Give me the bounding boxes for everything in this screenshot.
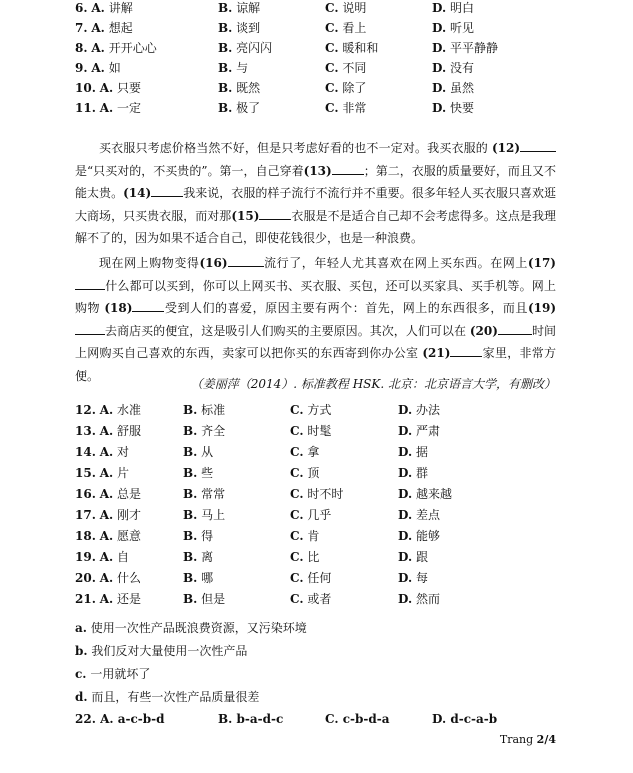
- option-d: 没有: [449, 61, 474, 75]
- option-c: 几乎: [307, 508, 332, 522]
- option-letter: C.: [325, 81, 339, 95]
- option-letter: A.: [91, 21, 105, 35]
- blank-12: (12): [491, 141, 520, 155]
- option-letter: C.: [290, 403, 304, 417]
- option-d: 能够: [415, 529, 440, 543]
- option-letter: C.: [290, 550, 304, 564]
- option-b: 哪: [201, 571, 214, 585]
- question-row-16: [0, 483, 633, 505]
- option-d: 严肃: [415, 424, 440, 438]
- option-c: 非常: [342, 101, 367, 115]
- option-b: 与: [236, 61, 249, 75]
- option-letter: A.: [99, 466, 114, 480]
- question-row-7: [0, 17, 633, 39]
- blank-line: [332, 161, 364, 175]
- option-letter: C.: [325, 1, 339, 15]
- option-letter: D.: [398, 550, 413, 564]
- question-row-22: [0, 708, 633, 730]
- option-letter: D.: [432, 61, 447, 75]
- option-a: 讲解: [108, 1, 133, 15]
- option-c: 肯: [307, 529, 320, 543]
- option-c: 除了: [342, 81, 367, 95]
- question-row-9: [0, 57, 633, 79]
- option-d: 群: [415, 466, 428, 480]
- question-row-17: [0, 504, 633, 526]
- question-number: 14.: [75, 445, 96, 459]
- option-letter: C.: [325, 101, 339, 115]
- page-number: 2/4: [536, 733, 556, 746]
- question-row-12: [0, 399, 633, 421]
- question-number: 13.: [75, 424, 96, 438]
- option-letter: B.: [218, 21, 233, 35]
- option-letter: D.: [432, 21, 447, 35]
- question-row-8: [0, 37, 633, 59]
- option-a: 什么: [117, 571, 142, 585]
- option-a: 只要: [117, 81, 142, 95]
- question-row-19: [0, 546, 633, 568]
- option-a: 一定: [117, 101, 142, 115]
- blank-15: (15): [231, 208, 260, 223]
- question-number: 10.: [75, 81, 96, 95]
- option-letter: A.: [99, 81, 114, 95]
- option-letter: D.: [432, 1, 447, 15]
- option-a: 对: [117, 445, 130, 459]
- option-d: 听见: [449, 21, 474, 35]
- option-letter: C.: [325, 61, 339, 75]
- blank-20: (20): [469, 323, 498, 338]
- page-footer: Trang 2/4: [499, 733, 556, 746]
- blank-16: (16): [199, 256, 228, 270]
- option-letter: B.: [218, 61, 233, 75]
- option-b: 但是: [201, 592, 226, 606]
- option-letter: B.: [218, 81, 233, 95]
- option-letter: A.: [99, 550, 114, 564]
- question-number: 21.: [75, 592, 96, 606]
- question-row-21: [0, 588, 633, 610]
- option-a: 开开心心: [108, 41, 157, 55]
- option-c: 时髦: [307, 424, 332, 438]
- statement-b: b. 我们反对大量使用一次性产品: [75, 644, 248, 658]
- question-number: 20.: [75, 571, 96, 585]
- option-b: 极了: [236, 101, 261, 115]
- question-number: 9.: [75, 61, 88, 75]
- option-letter: D.: [398, 466, 413, 480]
- option-letter: A.: [91, 41, 105, 55]
- question-row-14: [0, 441, 633, 463]
- statement-d: d. 而且，有些一次性产品质量很差: [75, 690, 260, 704]
- option-letter: D.: [432, 81, 447, 95]
- option-a: 愿意: [117, 529, 142, 543]
- option-letter: D.: [398, 571, 413, 585]
- option-a: 水准: [117, 403, 142, 417]
- option-letter: A.: [91, 1, 105, 15]
- question-number: 6.: [75, 1, 88, 15]
- blank-21: (21): [422, 346, 451, 360]
- option-letter: A.: [91, 61, 105, 75]
- option-d: 虽然: [449, 81, 474, 95]
- option-letter: A.: [99, 487, 114, 501]
- blank-line: [75, 276, 105, 290]
- option-b: 既然: [236, 81, 261, 95]
- question-row-10: [0, 77, 633, 99]
- option-d: 越来越: [415, 487, 452, 501]
- blank-13: (13): [303, 163, 332, 178]
- blank-line: [450, 343, 482, 357]
- option-letter: B.: [183, 550, 198, 564]
- question-number: 11.: [75, 101, 96, 115]
- option-c: 任何: [307, 571, 332, 585]
- option-letter: B.: [183, 487, 198, 501]
- option-a: 想起: [108, 21, 133, 35]
- option-c: 拿: [307, 445, 320, 459]
- option-letter: B.: [218, 41, 233, 55]
- option-b: 离: [201, 550, 214, 564]
- option-letter: D.: [398, 529, 413, 543]
- option-letter: D.: [398, 592, 413, 606]
- question-row-20: [0, 567, 633, 589]
- option-letter: A.: [99, 529, 114, 543]
- option-d: 差点: [415, 508, 440, 522]
- question-row-18: [0, 525, 633, 547]
- option-letter: D.: [398, 403, 413, 417]
- option-letter: B.: [183, 466, 198, 480]
- option-d: 明白: [449, 1, 474, 15]
- option-c: 看上: [342, 21, 367, 35]
- option-c: 暖和和: [342, 41, 379, 55]
- question-number: 8.: [75, 41, 88, 55]
- option-letter: D.: [398, 508, 413, 522]
- question-number: 15.: [75, 466, 96, 480]
- option-letter: A.: [99, 445, 114, 459]
- option-letter: B.: [183, 529, 198, 543]
- question-number: 12.: [75, 403, 96, 417]
- option-letter: A.: [99, 592, 114, 606]
- option-letter: A.: [99, 508, 114, 522]
- option-b: 常常: [201, 487, 226, 501]
- option-a: 自: [117, 550, 130, 564]
- passage-1: 买衣服只考虑价格当然不好，但是只考虑好看的也不一定对。我买衣服的 (12)是“只买对的，不买贵的”。第一，自己穿着(13) ；第二，衣服的质量要好，而且又不能太贵。(14) 我来说，衣服的样子流行不流行并不重要。很多年轻人买衣服只喜欢逛大商场，只买贵衣服，而对那(15) 衣服是不是适合自己却不会考虑得多。这点是我理解不了的，因为如果不适合自己，即使花钱很少，也是一种浪费。: [75, 137, 556, 250]
- option-c: 顶: [307, 466, 320, 480]
- option-letter: A.: [99, 571, 114, 585]
- option-letter: C.: [290, 592, 304, 606]
- option-letter: C.: [290, 424, 304, 438]
- option-d: 跟: [415, 550, 428, 564]
- option-b: 齐全: [201, 424, 226, 438]
- option-d: 平平静静: [449, 41, 498, 55]
- option-a: 舒服: [117, 424, 142, 438]
- blank-line: [151, 183, 183, 197]
- option-d: 每: [415, 571, 428, 585]
- question-number: 17.: [75, 508, 96, 522]
- question-number: 19.: [75, 550, 96, 564]
- option-letter: B.: [183, 508, 198, 522]
- option-a: A. a-c-b-d: [100, 712, 165, 726]
- option-b: 谈到: [236, 21, 261, 35]
- option-b: 谅解: [236, 1, 261, 15]
- option-d: 然而: [415, 592, 440, 606]
- option-letter: C.: [290, 487, 304, 501]
- option-b: 些: [201, 466, 214, 480]
- option-d: 据: [415, 445, 428, 459]
- option-a: 还是: [117, 592, 142, 606]
- question-number: 7.: [75, 21, 88, 35]
- question-number: 22.: [75, 712, 96, 726]
- blank-line: [259, 206, 291, 220]
- option-d: 快要: [449, 101, 474, 115]
- blank-18: (18): [104, 301, 133, 315]
- blank-line: [498, 321, 532, 335]
- question-row-13: [0, 420, 633, 442]
- option-a: 刚才: [117, 508, 142, 522]
- blank-17: (17): [527, 256, 556, 270]
- blank-line: [132, 298, 164, 312]
- question-number: 16.: [75, 487, 96, 501]
- option-b: 亮闪闪: [236, 41, 273, 55]
- option-letter: B.: [183, 403, 198, 417]
- option-b: 标准: [201, 403, 226, 417]
- option-letter: C.: [290, 508, 304, 522]
- option-c: 说明: [342, 1, 367, 15]
- option-letter: D.: [432, 41, 447, 55]
- option-c: 方式: [307, 403, 332, 417]
- statement-c: c. 一用就坏了: [75, 667, 151, 681]
- option-a: 总是: [117, 487, 142, 501]
- blank-19: (19): [527, 301, 556, 315]
- option-letter: C.: [290, 445, 304, 459]
- option-letter: B.: [218, 1, 233, 15]
- option-letter: C.: [290, 571, 304, 585]
- option-letter: B.: [183, 424, 198, 438]
- option-b: 得: [201, 529, 214, 543]
- option-letter: D.: [398, 487, 413, 501]
- option-c: C. c-b-d-a: [325, 712, 390, 726]
- blank-line: [520, 138, 556, 152]
- option-a: 片: [117, 466, 130, 480]
- option-letter: D.: [432, 101, 447, 115]
- option-letter: C.: [325, 21, 339, 35]
- option-d: 办法: [415, 403, 440, 417]
- option-letter: B.: [183, 592, 198, 606]
- option-c: 或者: [307, 592, 332, 606]
- option-c: 比: [307, 550, 320, 564]
- option-a: 如: [108, 61, 121, 75]
- option-letter: A.: [99, 424, 114, 438]
- option-letter: B.: [183, 571, 198, 585]
- question-row-15: [0, 462, 633, 484]
- option-letter: C.: [325, 41, 339, 55]
- passage-2: 现在网上购物变得(16) 流行了，年轻人尤其喜欢在网上买东西。在网上(17)什么都可以买到，你可以上网买书、买衣服、买包，还可以买家具、买手机等。网上购物 (18) 受到人们的喜爱，原因主要有两个：首先，网上的东西很多，而且(19)去商店买的便宜，这是吸引人们购买的主要原因。其次，人们可以在 (20) 时间上网购买自己喜欢的东西，卖家可以把你买的东西寄到你办公室 (21) 家里，非常方便。: [75, 252, 556, 387]
- question-number: 18.: [75, 529, 96, 543]
- blank-line: [75, 321, 105, 335]
- option-c: 时不时: [307, 487, 344, 501]
- option-letter: C.: [290, 466, 304, 480]
- option-letter: B.: [218, 101, 233, 115]
- option-b: B. b-a-d-c: [218, 712, 284, 726]
- option-d: D. d-c-a-b: [432, 712, 498, 726]
- option-letter: D.: [398, 424, 413, 438]
- option-letter: D.: [398, 445, 413, 459]
- statement-a: a. 使用一次性产品既浪费资源，又污染环境: [75, 621, 307, 635]
- citation: （姜丽萍（2014）. 标准教程 HSK. 北京：北京语言大学，有删改）: [190, 377, 556, 391]
- option-letter: A.: [99, 101, 114, 115]
- option-letter: A.: [99, 403, 114, 417]
- option-letter: C.: [290, 529, 304, 543]
- question-row-11: [0, 97, 633, 119]
- option-letter: B.: [183, 445, 198, 459]
- option-b: 马上: [201, 508, 226, 522]
- option-c: 不同: [342, 61, 367, 75]
- blank-line: [228, 253, 264, 267]
- blank-14: (14): [123, 186, 152, 200]
- option-b: 从: [201, 445, 214, 459]
